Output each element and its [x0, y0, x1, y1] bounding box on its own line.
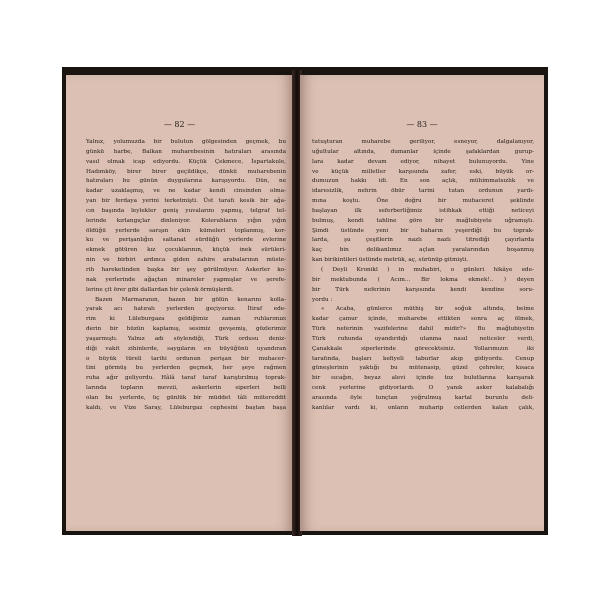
text-line: cın başında leylekler geniş yuvalarını yapmış, telgraf tel-	[86, 207, 286, 214]
text-line: rim ki Lüleburgaza geldiğimiz zaman ruhlarımızı	[86, 316, 286, 323]
left-page-body	[86, 138, 286, 414]
text-line: öldüğü yerlerde sarışın ekin kümeleri toplanmış, kor-	[86, 227, 286, 234]
text-line: tarafında, başları kefiyeli taburlar akıp gidiyordu. Cenup	[312, 355, 534, 362]
text-line: nin ve birbiri ardınca giden zahire arabalarının müste-	[86, 257, 286, 264]
text-line: diği vakit zihinlerde, saygıların en büyüğünü uyandıran	[86, 345, 286, 352]
text-line: nak yerlerinde ağaçtan minareler yapmışlar ve şerefe-	[86, 276, 286, 283]
text-line: larda, şu çeşitlerin nazlı nazlı titrediği çayırlarda	[312, 237, 534, 244]
text-line: ruha ağır geliyordu. Hâlâ taraf taraf karıştırılmış toprak-	[86, 375, 286, 382]
text-line: Türk ruhunda uyandırdığı utanma nasıl neticeler verdi,	[312, 335, 534, 342]
text-line: lara kadar devam ediyor, nihayet bulunuyordu. Yine	[312, 158, 534, 165]
text-line: kan birikintileri üstünde metrük, aç, sürünüp gitmişti.	[312, 257, 469, 264]
left-page	[66, 75, 293, 531]
text-line: ve küçük milletler karşısında zafer, eski, büyük or-	[312, 168, 534, 175]
text-line: Türk neferinin vazifelerine dahil midir?» Bu mağlubiyetin	[312, 326, 534, 333]
text-line: tutuşturan muharebe geriliyor, esneyor, dalgalanıyor,	[312, 139, 534, 145]
text-line: ekmek götüren kız çocuklarının, küçük inek sürüleri-	[86, 247, 286, 254]
text-line: ku ve perişanlığın saltanat sürdüğü yerlerde evlerine	[86, 237, 286, 244]
text-line: kadar uzaklaşmış, ve ne kadar kendi cinsinden olma-	[86, 188, 286, 195]
text-line: kaç bin delikanlımız açlan yaralarından boşanmış	[312, 247, 534, 254]
text-line: Çanakkale siperlerinde görecektsiniz. Yollarımızın iki	[312, 345, 534, 352]
text-line: derin bir hüzün kaplamış, sesimiz gevşemiş, gözlerimiz	[86, 326, 286, 333]
text-line: Hadımköy, birer birer geçildikçe, dünkü muharebenin	[86, 168, 286, 175]
text-line: bir mektubunda ( Acım... Bir lokma ekmek!.. ) deyen	[312, 276, 534, 283]
text-line: idaresizlik, nehrin öbür tarini tutan ordunun yardı-	[312, 188, 534, 195]
text-line: vasıl olmak icap ediyordu. Küçük Çekmece, İspartakule,	[86, 158, 286, 165]
right-page-body	[312, 138, 534, 414]
right-page	[300, 75, 544, 531]
text-line: hatıraları bu günün duygularına karışıyordu. Dün, ne	[86, 178, 286, 185]
text-line: kaldı, ve Vize Saray, Lüleburgaz cephesini baştan başa	[86, 404, 286, 411]
text-line: bir Türk neferinin karşısında kendi kendine soru-	[312, 286, 534, 293]
text-line: yarak acı hatıralı yerlerden geçiyoruz. İtiraf ede-	[86, 306, 286, 313]
text-line: kanlılar vardı ki, onların muharip cetlerden kalan çalık,	[312, 404, 534, 411]
text-line: başlayan ilk seferberliğimiz istihkak ettiği neticeyi	[312, 207, 534, 214]
text-line: rih hareketinden başka bir şey görülmüyor. Askerler ko-	[86, 266, 286, 273]
right-page-number: — 83 —	[406, 120, 438, 129]
text-line: bulmuş, kendi tahline göre bir mağlubiyete uğramıştı.	[312, 217, 534, 224]
left-page-number: — 82 —	[163, 120, 196, 129]
text-line: arasında öyle tunçtan yoğrulmuş kartal burunlu deli-	[312, 394, 534, 401]
text-line: yaşarmıştı. Yalnız adı söylendiği, Türk ordusu deniz-	[86, 335, 286, 342]
text-line: o büyük türeli tarihi ordunun perişan bir muhacer-	[86, 355, 286, 362]
text-line: cenk yerlerine gidiyorlardı. O yanık asker kalabalığı	[312, 385, 534, 392]
text-line: Şimdi üstünde yeni bir baharın yeşerdiği bu toprak-	[312, 227, 534, 234]
text-line: yordu :	[312, 296, 333, 303]
text-line: günkü harbe, Balkan muharebesinin hatıraları arasında	[86, 148, 286, 155]
text-line: lerinde kırlangıçlar dinleniyor. Kolerahların yığın yığın	[86, 217, 286, 224]
text-line: uğultular altında, dumanlar içinde şafaklardan gurup-	[312, 148, 534, 155]
text-line: dumuzun hakkı idi. En son açlık, mühimmatsızlık ve	[312, 178, 534, 185]
text-line: ( Deyli Kronikl ) in muhabiri, o günleri hikâye ede-	[321, 266, 534, 273]
text-line: bir sıcağın, beyaz alevi içinde toz bulutlarına karışarak	[312, 375, 534, 382]
text-line: tini görmüş bu yerlerden geçmek, her şeye rağmen	[86, 365, 286, 372]
text-line: güneşlerinin yaktığı bu mütenasip, güzel çehreler, kısaca	[312, 365, 534, 372]
text-line: mına koştu. Öne doğru bir muhaceret şeklinde	[312, 198, 534, 205]
text-line: kadar çamur içinde, muharebe ettikten sonra aç ölmek,	[312, 316, 534, 323]
text-line: Bazen Marmaranın, bazen bir gölün kenarını kolla-	[95, 296, 286, 303]
text-line: olan bu yerlerde, üç günlük bir müddet tâli mütereddit	[86, 394, 286, 401]
text-line: « Acaba, günlerce müthiş bir soğuk altında, belme	[321, 306, 534, 313]
text-line: lerine çit örer gibi dallardan bir çelenk örmüşlerdi.	[86, 286, 234, 293]
text-line: Yalnız, yolumuzda bir bulutun gölgesinden geçmek, bu	[86, 139, 286, 145]
text-line: yan bir ferdaya yerini terketmişti. Üst tarafı kesik bir ağa-	[86, 198, 286, 205]
text-line: larında topların mevzii, askerlerin siperleri belli	[86, 385, 286, 392]
